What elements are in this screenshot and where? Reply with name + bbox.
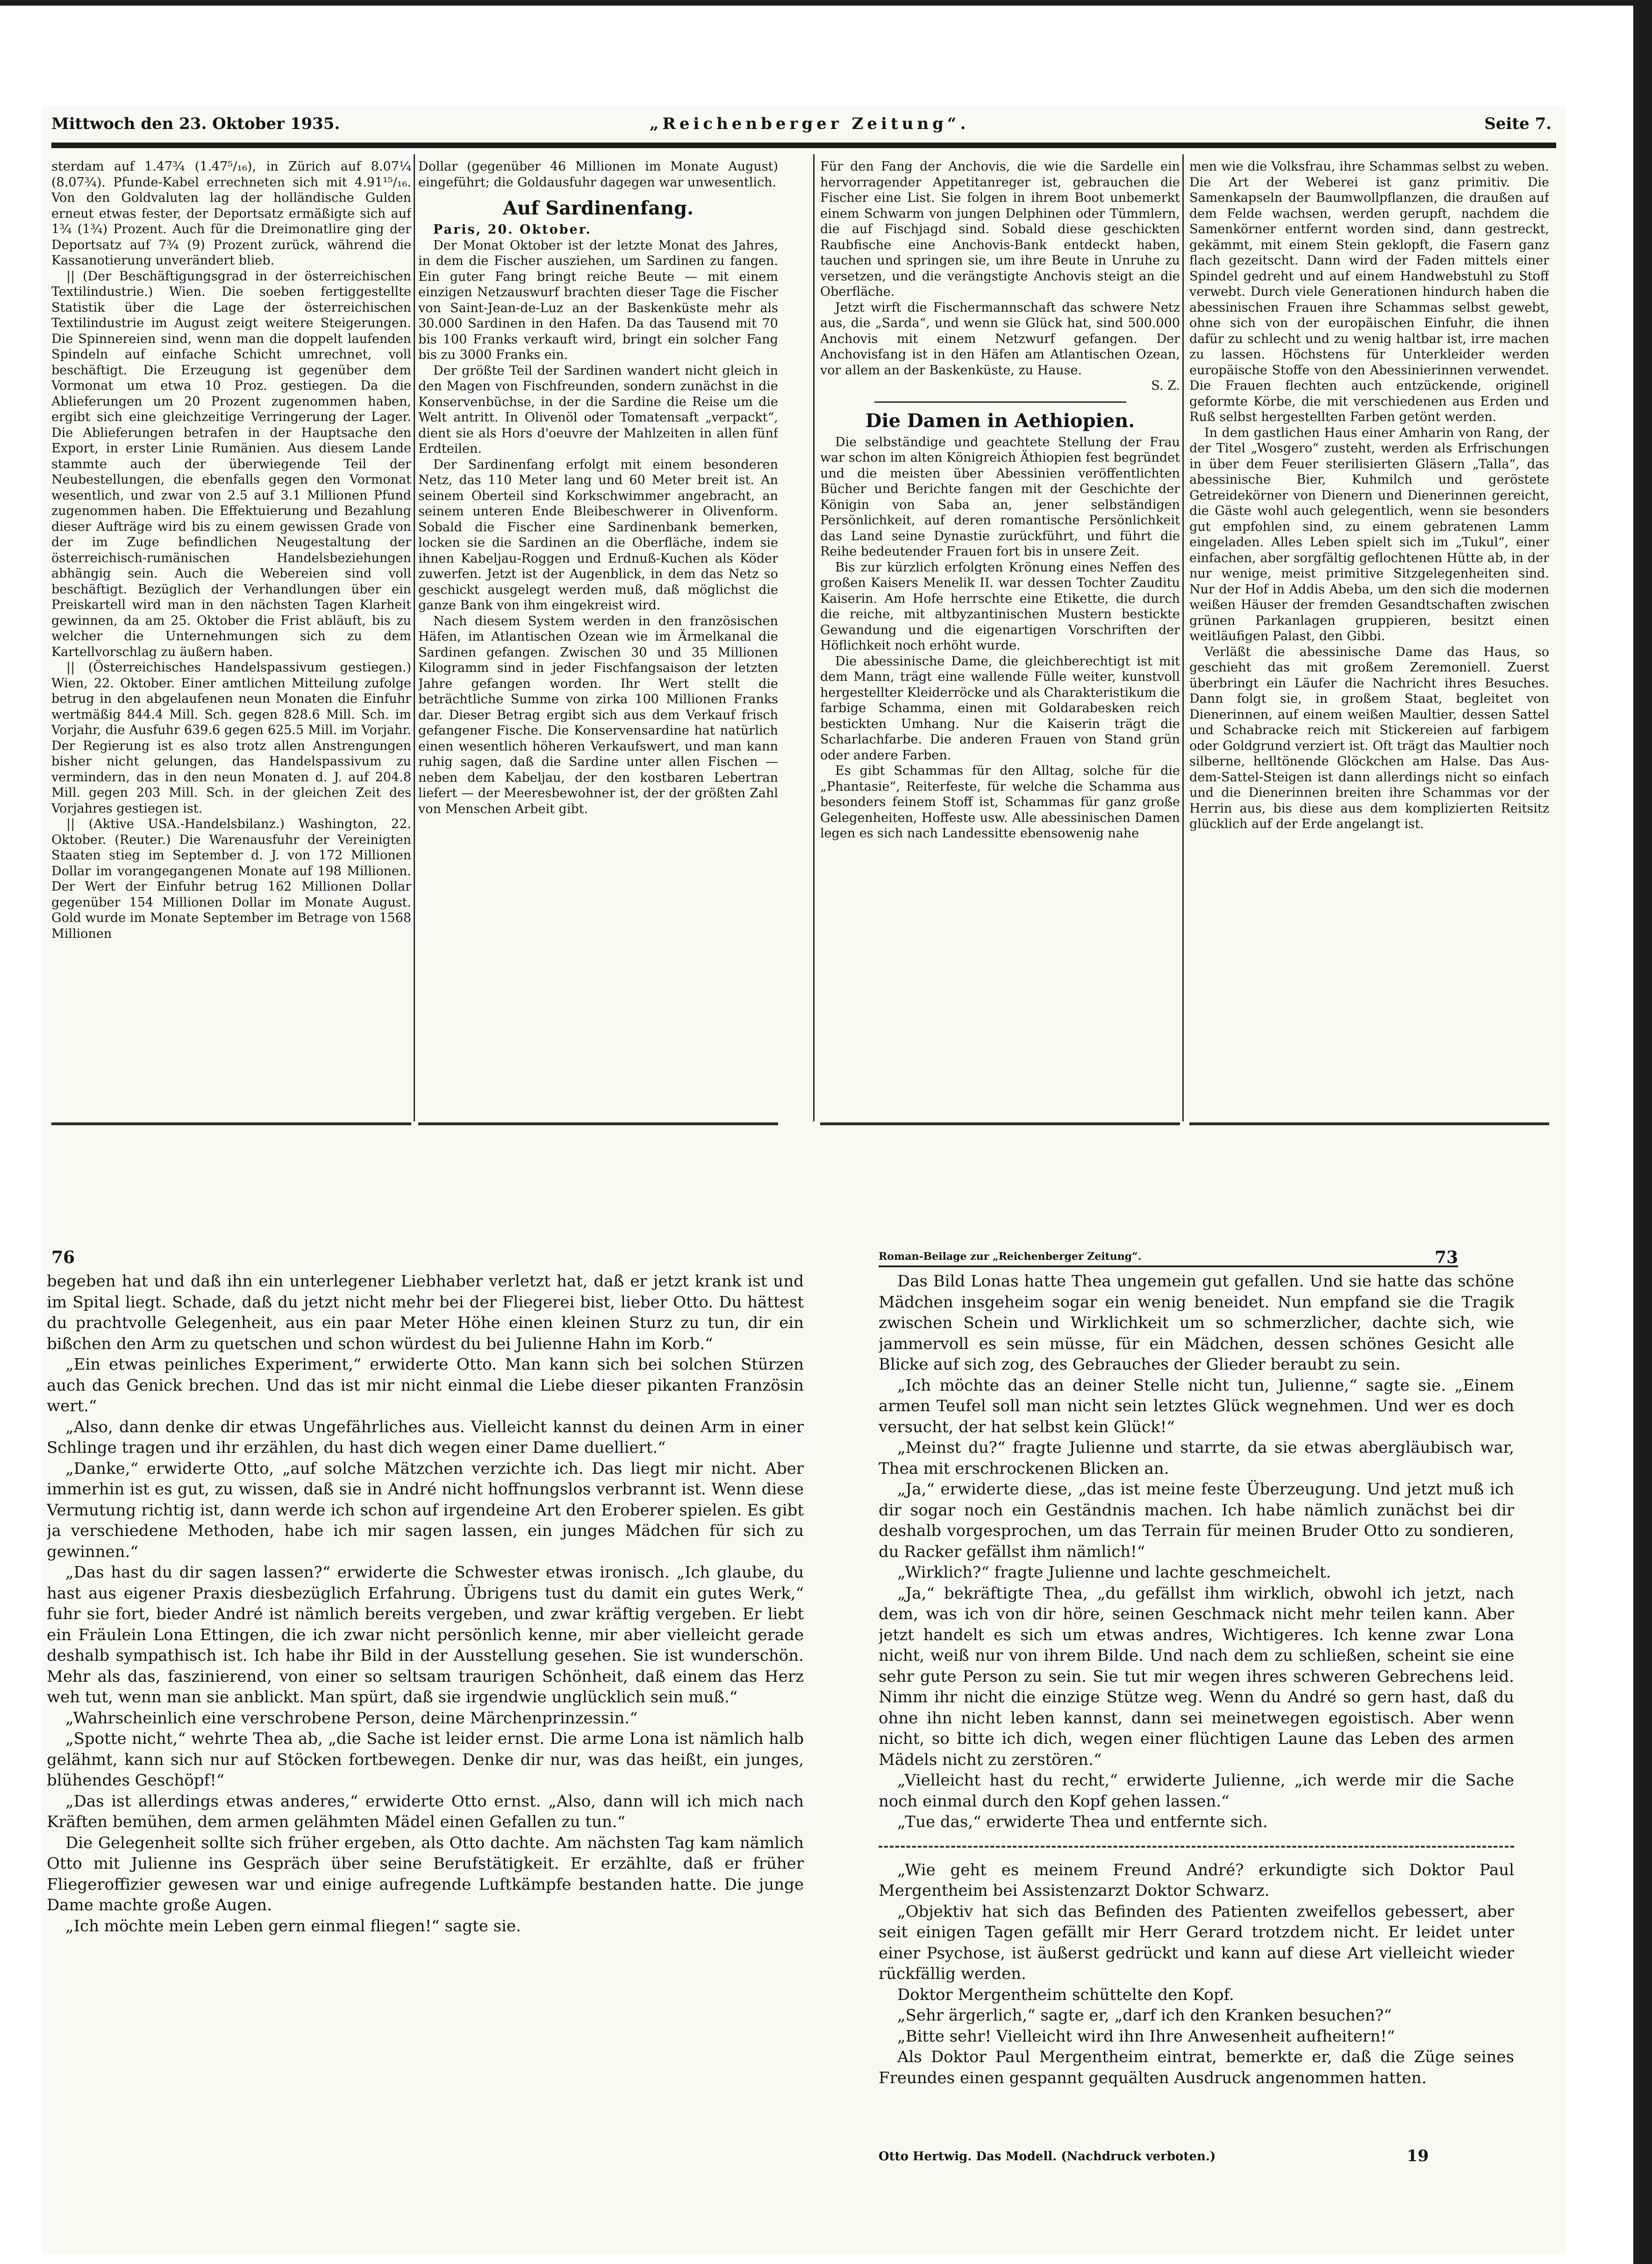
news-item-textile: || (Der Beschäftigungsgrad in der österreichischen Textilindustrie.) Wien. Die soeben fertiggestellte Statistik über die Lage der österreichischen Textilindustrie im August zeigt weitere Steigerungen. Die Spinnereien sind, wenn man die doppelt laufenden Spindeln auf einfache Schicht umrechnet, voll beschäftigt. Die Erzeugung ist gegenüber dem Vormonat um etwa 10 Proz. gestiegen. Da die Ablieferungen um 20 Prozent zugenommen haben, ergibt sich eine gleichzeitige Verringerung der Lager. Die Ablieferungen betrafen in der Hauptsache den Export, in erster Linie Rumänien. Aus diesem Lande stammte auch der überwiegende Teil der Neubestellungen, die ebenfalls gegen den Vormonat wesentlich, und zwar von 2.5 auf 3.1 Millionen Pfund zugenommen haben. Die Effektuierung und Bezahlung dieser Aufträge wird bis zu einem gewissen Grade von der im Zuge befindlichen Neugestaltung der österreichisch-rumänischen Handelsbeziehungen abhängig sein. Auch die Webereien sind voll beschäftigt. Bezüglich der Verhandlungen über ein Preiskartell wird man in den nächsten Tagen Klarheit gewinnen, da am 25. Oktober die Frist abläuft, bis zu welcher die Unternehmungen sich zu dem Kartellvorschlag zu äußern haben.	[51, 269, 411, 659]
novel-paragraph: Das Bild Lonas hatte Thea ungemein gut gefallen. Und sie hatte das schöne Mädchen insgeheim sogar ein wenig beneidet. Nun empfand sie die Tragik zwischen Schein und Wirklichkeit um so schmerzlicher, dachte sich, wie jammervoll es sein müsse, für ein Mädchen, dessen schönes Gesicht alle Blicke auf sich zog, des Gebrauches der Glieder beraubt zu sein.	[879, 1272, 1514, 1374]
paragraph: Der Sardinenfang erfolgt mit einem besonderen Netz, das 110 Meter lang und 60 Meter breit ist. An seinem Oberteil sind Korkschwimmer angebracht, an seinem unteren Ende Bleibeschwerer in Olivenform. Sobald die Fischer eine Sardinenbank bemerken, locken sie die Sardinen an die Oberfläche, indem sie ihnen Kabeljau-Roggen und Erdnuß-Kuchen als Köder zuwerfen. Jetzt ist der Augenblick, in dem das Netz so geschickt ausgelegt werden muß, daß möglichst die ganze Bank von ihm eingekreist wird.	[418, 457, 778, 613]
novel-paragraph: „Das ist allerdings etwas anderes,“ erwiderte Otto ernst. „Also, dann will ich mich nach Kräften bemühen, dem armen gelähmten Mädel einen Gefallen zu tun.“	[47, 1792, 804, 1831]
header-newspaper-title: „Reichenberger Zeitung“.	[650, 114, 970, 133]
novel-paragraph: Doktor Mergentheim schüttelte den Kopf.	[897, 1985, 1234, 2004]
novel-paragraph: „Tue das,“ erwiderte Thea und entfernte sich.	[897, 1813, 1268, 1831]
article-title-ethiopia: Die Damen in Aethiopien.	[865, 409, 1135, 432]
novel-paragraph: „Ein etwas peinliches Experiment,“ erwiderte Otto. Man kann sich bei solchen Stürzen auch das Genick brechen. Und das ist mir nicht einmal die Liebe dieser pikanten Französin wert.“	[47, 1355, 804, 1415]
scan-edge-right	[1633, 0, 1652, 2264]
header-rule	[51, 143, 1556, 148]
paragraph: men wie die Volksfrau, ihre Schammas selbst zu weben. Die Art der Weberei ist ganz primitiv. Die Samenkapseln der Baumwollpflanzen, die draußen auf dem Felde wachsen, werden gerupft, nachdem die Samenkörner entfernt worden sind, dann gestreckt, gekämmt, mit einem Stein geklopft, die Fasern ganz flach gezeitscht. Dann wird der Faden mittels einer Spindel gedreht und auf einem Handwebstuhl zu Stoff verwebt. Durch viele Generationen hindurch haben die abessinischen Frauen ihre Schammas selbst gewebt, ohne sich von der europäischen Einfuhr, die ihnen dafür zu schlecht und zu wenig haltbar ist, irre machen zu lassen. Höchstens für Unterkleider werden europäische Stoffe von den Abessinierinnen verwendet. Die Frauen flechten auch entzückende, originell geformte Körbe, die mit verschiedenen aus Erden und Ruß selbst hergestellten Farben getönt werden.	[1189, 159, 1549, 424]
page-header	[51, 114, 1552, 143]
novel-paragraph: „Bitte sehr! Vielleicht wird ihn Ihre Anwesenheit aufheitern!“	[897, 2027, 1395, 2046]
article-dateline: Paris, 20. Oktober.	[433, 222, 592, 237]
news-item-trade-deficit: || (Österreichisches Handelspassivum gestiegen.) Wien, 22. Oktober. Einer amtlichen Mitteilung zufolge betrug in den abgelaufenen neun Monaten die Einfuhr wertmäßig 844.4 Mill. Sch. gegen 828.6 Mill. Sch. im Vorjahr, die Ausfuhr 639.6 gegen 625.5 Mill. im Vorjahr. Der Regierung ist es also trotz allen Anstrengungen bisher nicht gelungen, das Handelspassivum zu vermindern, das in den neun Monaten d. J. auf 204.8 Mill. gegen 203 Mill. Sch. in der gleichen Zeit des Vorjahres gestiegen ist.	[51, 660, 411, 816]
column-ethiopia-cont	[1189, 159, 1549, 1117]
column-economy	[51, 159, 411, 1117]
novel-paragraph: „Meinst du?“ fragte Julienne und starrte, da sie etwas abergläubisch war, Thea mit erschrockenen Blicken an.	[879, 1438, 1514, 1478]
novel-page-left	[47, 1271, 804, 2168]
novel-paragraph: „Ich möchte mein Leben gern einmal fliegen!“ sagte sie.	[65, 1916, 521, 1935]
scene-break	[879, 1846, 1514, 1848]
novel-paragraph: „Ich möchte das an deiner Stelle nicht tun, Julienne,“ sagte sie. „Einem armen Teufel soll man nicht sein letztes Glück wegnehmen. Und wer es doch versucht, der hat selbst kein Glück!“	[879, 1376, 1514, 1436]
novel-paragraph: Die Gelegenheit sollte sich früher ergeben, als Otto dachte. Am nächsten Tag kam nämlich Otto mit Julienne ins Gespräch über seine Berufstätigkeit. Er erzählte, daß er früher Fliegeroffizier gewesen war und einige aufregende Luftkämpfe bestanden hatte. Die junge Dame machte große Augen.	[47, 1833, 804, 1914]
novel-paragraph: begeben hat und daß ihn ein unterlegener Liebhaber verletzt hat, daß er jetzt krank ist und im Spital liegt. Schade, daß du jetzt nicht mehr bei der Fliegerei bist, lieber Otto. Du hättest du prachtvolle Gelegenheit, aus ein paar Meter Höhe einen kleinen Sturz zu tun, dir ein bißchen den Arm zu quetschen und schon würdest du bei Julienne Hahn im Korb.“	[47, 1272, 804, 1353]
novel-footer-credit: Otto Hertwig. Das Modell. (Nachdruck verboten.)	[879, 2150, 1216, 2164]
novel-footer-number: 19	[1407, 2147, 1429, 2165]
novel-paragraph: „Wie geht es meinem Freund André? erkundigte sich Doktor Paul Mergentheim bei Assistenzarzt Doktor Schwarz.	[879, 1860, 1514, 1900]
novel-paragraph: „Sehr ärgerlich,“ sagte er, „darf ich den Kranken besuchen?“	[897, 2006, 1392, 2025]
article-separator	[874, 401, 1126, 403]
paragraph: In dem gastlichen Haus einer Amharin von Rang, der der Titel „Wosgero“ zusteht, werden als Erfrischungen in über dem Feuer sterilisierten Gläsern „Talla“, das abessinische Bier, Kuhmilch und geröstete Getreidekörner von Dienern und Dienerinnen gereicht, die Gäste wohl auch gelegentlich, wenn sie besonders gut empfohlen sind, zu einem gebratenen Lamm eingeladen. Alles Leben spielt sich im „Tukul“, einer einfachen, aber sorgfältig geflochtenen Hütte ab, in der nur wenige, meist primitive Sitzgelegenheiten sind. Nur der Hof in Addis Abeba, um den sich die modernen weißen Häuser der fremden Gesandtschaften zwischen grünen Parkanlagen gruppieren, besitzt einen weitläufigen Palast, den Gibbi.	[1189, 425, 1549, 643]
paragraph: Die selbständige und geachtete Stellung der Frau war schon im alten Königreich Äthiopien fest begründet und die meisten über Abessinien veröffentlichten Bücher und Berichte fangen mit der Geschichte der Königin von Saba an, jener selbständigen Persönlichkeit, auf deren romantische Persönlichkeit das Land seine Dynastie zurückführt, und führt die Reihe bedeutender Frauen fort bis in unsere Zeit.	[820, 435, 1180, 559]
paragraph: Für den Fang der Anchovis, die wie die Sardelle ein hervorragender Appetitanreger ist, gebrauchen die Fischer eine List. Sie folgen in ihrem Boot unbemerkt einem Schwarm von jungen Delphinen oder Tümmlern, die auf Fischjagd sind. Sobald diese geschickten Raubfische eine Anchovis-Bank entdeckt haben, tauchen und springen sie, um ihre Beute in Unruhe zu versetzen, und die verängstigte Anchovis steigt an die Oberfläche.	[820, 159, 1180, 299]
column-bottom-rule	[820, 1122, 1180, 1125]
header-date: Mittwoch den 23. Oktober 1935.	[51, 114, 340, 133]
header-page-number: Seite 7.	[1484, 114, 1552, 133]
column-bottom-rule	[418, 1122, 778, 1125]
novel-paragraph: „Wahrscheinlich eine verschrobene Person, deine Märchenprinzessin.“	[65, 1708, 638, 1728]
column-divider	[1182, 154, 1184, 1121]
paragraph: Der Monat Oktober ist der letzte Monat des Jahres, in dem die Fischer ausziehen, um Sardinen zu fangen. Ein guter Fang bringt reiche Beute — mit einem einzigen Netzauswurf brachten dieser Tage die Fischer von Saint-Jean-de-Luz an der Baskenküste mehr als 30.000 Sardinen in den Hafen. Da das Tausend mit 70 bis 100 Franks verkauft wird, bringt ein solcher Fang bis zu 3000 Franks ein.	[418, 238, 778, 362]
novel-paragraph: „Vielleicht hast du recht,“ erwiderte Julienne, „ich werde mir die Sache noch einmal durch den Kopf gehen lassen.“	[879, 1771, 1514, 1811]
column-bottom-rule	[1189, 1122, 1549, 1125]
novel-page-number-left: 76	[51, 1248, 75, 1267]
novel-paragraph: „Danke,“ erwiderte Otto, „auf solche Mätzchen verzichte ich. Das liegt mir nicht. Aber immerhin ist es gut, zu wissen, daß sie in André nicht hoffnungslos verbrannt ist. Wenn diese Vermutung richtig ist, dann werde ich schon auf irgendeine Art den Eroberer spielen. Es gibt ja verschiedene Methoden, habe ich mir sagen lassen, ein junges Mädchen für sich zu gewinnen.“	[47, 1459, 804, 1561]
paragraph: Die abessinische Dame, die gleichberechtigt ist mit dem Mann, trägt eine wallende Fülle weiter, kunstvoll hergestellter Kleiderröcke und als Charakteristikum die farbige Schamma, einen mit Goldarabesken reich bestickten Umhang. Nur die Kaiserin trägt die Scharlachfarbe. Die anderen Frauen von Stand grün oder andere Farben.	[820, 654, 1180, 763]
column-bottom-rule	[51, 1122, 411, 1125]
supplement-rule	[879, 1265, 1458, 1267]
paragraph: Nach diesem System werden in den französischen Häfen, im Atlantischen Ozean wie im Ärmelkanal die Sardinen gefangen. Zwischen 30 und 35 Millionen Kilogramm sind in jeder Fischfangsaison der letzten Jahre gefangen worden. Ihr Wert stellt die beträchtliche Summe von zirka 100 Millionen Franks dar. Dieser Betrag ergibt sich aus dem Verkauf frisch gefangener Fische. Die Konservensardine hat natürlich einen wesentlich höheren Verkaufswert, und man kann ruhig sagen, daß die Sardine unter allen Fischen — neben dem Kabeljau, der den kostbaren Lebertran liefert — der Meeresbewohner ist, der der größten Zahl von Menschen Arbeit gibt.	[418, 614, 778, 816]
novel-page-right	[879, 1271, 1514, 2140]
novel-paragraph: „Spotte nicht,“ wehrte Thea ab, „die Sache ist leider ernst. Die arme Lona ist nämlich halb gelähmt, kann sich nur auf Stöcken fortbewegen. Denke dir nur, was das heißt, ein junges, blühendes Geschöpf!“	[47, 1729, 804, 1790]
news-item-usa-trade: || (Aktive USA.-Handelsbilanz.) Washington, 22. Oktober. (Reuter.) Die Warenausfuhr der Vereinigten Staaten stieg im September d. J. von 172 Millionen Dollar im vorangegangenen Monate auf 198 Millionen. Der Wert der Einfuhr betrug 162 Millionen Dollar gegenüber 154 Millionen Dollar im Monate August. Gold wurde im Monate September im Betrage von 1568 Millionen	[51, 817, 411, 941]
article-title-sardines: Auf Sardinenfang.	[502, 197, 694, 219]
paragraph: Jetzt wirft die Fischermannschaft das schwere Netz aus, die „Sarda“, und wenn sie Glück hat, sind 500.000 Anchovis mit einem Netzwurf gefangen. Der Anchovisfang ist in den Häfen am Atlantischen Ozean, vor allem an der Baskenküste, zu Hause.	[820, 300, 1180, 378]
novel-paragraph: „Das hast du dir sagen lassen?“ erwiderte die Schwester etwas ironisch. „Ich glaube, du hast aus eigener Praxis diesbezüglich Erfahrung. Übrigens tust du damit ein gutes Werk,“ fuhr sie fort, bieder André ist nämlich bereits vergeben, und zwar kräftig vergeben. Er liebt ein Fräulein Lona Ettingen, die ich zwar nicht persönlich kenne, mir aber vielleicht gerade deshalb sympathisch ist. Ich habe ihr Bild in der Ausstellung gesehen. Sie ist wunderschön. Mehr als das, faszinierend, von einer so seltsam traurigen Schönheit, daß einem das Herz weh tut, wenn man sie anblickt. Man spürt, daß sie irgendwie unglücklich sein muß.“	[47, 1563, 804, 1707]
article-signature: S. Z.	[1151, 379, 1180, 393]
paragraph: Bis zur kürzlich erfolgten Krönung eines Neffen des großen Kaisers Menelik II. war dessen Tochter Zauditu Kaiserin. Am Hofe herrschte eine Etikette, die durch die reiche, mit altbyzantinischen Mustern bestickte Gewandung und die eigenartigen Vorschriften der Höflichkeit noch erhöht wurde.	[820, 560, 1180, 653]
novel-paragraph: „Ja,“ erwiderte diese, „das ist meine feste Überzeugung. Und jetzt muß ich dir sogar noch ein Geständnis machen. Ich habe nämlich zunächst bei dir deshalb vorgesprochen, um das Terrain für meinen Bruder Otto zu sondieren, du Racker gefällst ihm nämlich!“	[879, 1480, 1514, 1561]
novel-supplement-label: Roman-Beilage zur „Reichenberger Zeitung“.	[879, 1250, 1142, 1263]
column-divider	[813, 154, 815, 1121]
novel-paragraph: „Objektiv hat sich das Befinden des Patienten zweifellos gebessert, aber seit einigen Tagen gefällt mir Herr Gerard trotzdem nicht. Er leidet unter einer Psychose, ist äußerst gedrückt und kann auf diese Art vielleicht wieder rückfällig werden.	[879, 1902, 1514, 1983]
column-anchovis-ethiopia	[820, 159, 1180, 1117]
novel-page-number-right: 73	[1435, 1248, 1459, 1267]
paragraph: Der größte Teil der Sardinen wandert nicht gleich in den Magen von Fischfreunden, sondern zunächst in die Konservenbüchse, in der die Sardine die Reise um die Welt antritt. In Olivenöl oder Tomatensaft „verpackt“, dient sie als Hors d'oeuvre der Mahlzeiten in allen fünf Erdteilen.	[418, 363, 778, 456]
novel-paragraph: Als Doktor Paul Mergentheim eintrat, bemerkte er, daß die Züge seines Freundes einen gespannt gequälten Ausdruck angenommen hatten.	[879, 2048, 1514, 2087]
column-divider	[414, 154, 415, 1121]
paragraph: Verläßt die abessinische Dame das Haus, so geschieht das mit großem Zeremoniell. Zuerst überbringt ein Läufer die Nachricht ihres Besuches. Dann folgt sie, in großem Staat, begleitet von Dienerinnen, auf einem weißen Maultier, dessen Sattel und Schabracke reich mit Stickereien auf farbigem oder Goldgrund verziert ist. Oft trägt das Maultier noch silberne, helltönende Glöckchen am Halse. Das Aus-dem-Sattel-Steigen ist dann allerdings nicht so einfach und die Dienerinnen breiten ihre Schammas vor der Herrin aus, bis diese aus dem komplizierten Reitsitz glücklich auf der Erde angelangt ist.	[1189, 644, 1549, 831]
novel-paragraph: „Ja,“ bekräftigte Thea, „du gefällst ihm wirklich, obwohl ich jetzt, nach dem, was ich von dir höre, seinen Geschmack nicht mehr teilen kann. Aber jetzt handelt es sich um etwas andres, Wichtigeres. Ich kenne zwar Lona nicht, weiß nur von ihrem Bilde. Und nach dem zu schließen, scheint sie eine sehr gute Person zu sein. Sie tut mir wegen ihres schweren Gebrechens leid. Nimm ihr nicht die einzige Stütze weg. Wenn du André so gern hast, daß du ohne ihn nicht leben kannst, dann sei meinetwegen egoistisch. Aber wenn nicht, so bitte ich dich, wegen einer flüchtigen Laune das Leben des armen Mädels nicht zu zerstören.“	[879, 1584, 1514, 1769]
paragraph: sterdam auf 1.47¾ (1.47⁵/₁₆), in Zürich auf 8.07¼ (8.07¾). Pfunde-Kabel errechneten sich mit 4.91¹⁵/₁₆. Von den Goldvaluten lag der holländische Gulden erneut etwas fester, der Deportsatz ermäßigte sich auf 1¾ (1¾) Prozent. Auch für die Dreimonatlire ging der Deportsatz auf 7¾ (9) Prozent zurück, während die Kassanotierung unverändert blieb.	[51, 159, 411, 268]
novel-paragraph: „Also, dann denke dir etwas Ungefährliches aus. Vielleicht kannst du deinen Arm in einer Schlinge tragen und ihr erzählen, du hast dich wegen einer Dame duelliert.“	[47, 1417, 804, 1457]
column-sardines	[418, 159, 778, 1117]
paragraph: Es gibt Schammas für den Alltag, solche für die „Phantasie“, Reiterfeste, für welche die Schamma aus besonders feinem Stoff ist, Schammas für ganz große Gelegenheiten, Hoffeste usw. Alle abessinischen Damen legen es sich nach Landessitte ebensowenig nahe	[820, 764, 1180, 841]
novel-footer	[879, 2147, 1486, 2172]
paragraph: Dollar (gegenüber 46 Millionen im Monate August) eingeführt; die Goldausfuhr dagegen war unwesentlich.	[418, 159, 778, 190]
scan-edge-top	[0, 0, 1652, 6]
novel-paragraph: „Wirklich?“ fragte Julienne und lachte geschmeichelt.	[897, 1563, 1331, 1582]
